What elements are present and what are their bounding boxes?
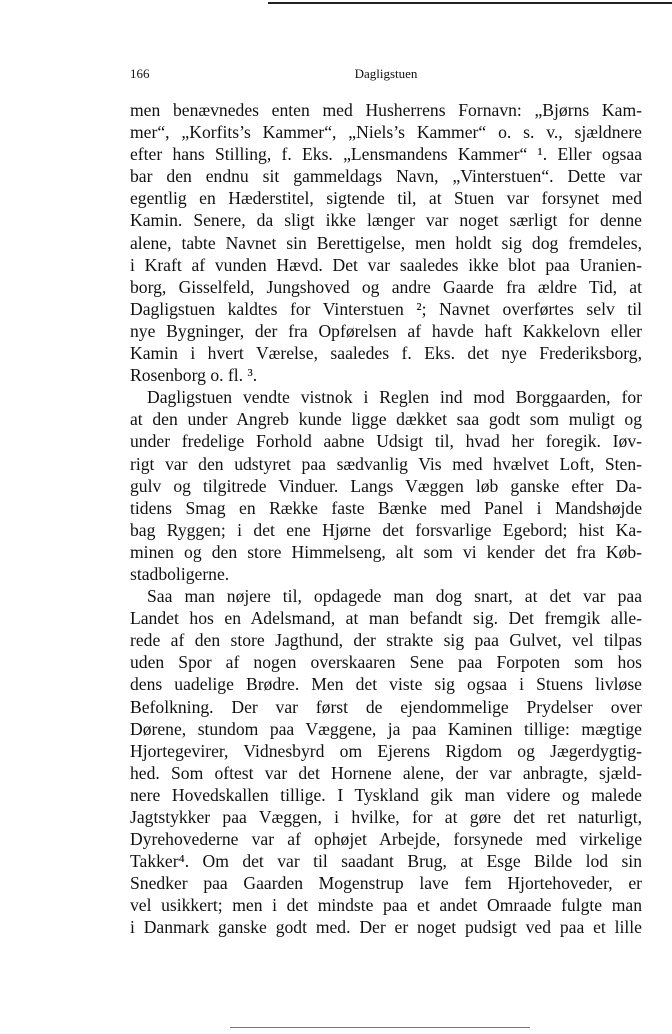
page-number: 166 xyxy=(130,66,150,81)
running-head: Dagligstuen xyxy=(354,66,418,81)
text-line: borg, Gisselfeld, Jungshoved og andre Gaarde fra ældre Tid, at xyxy=(130,276,642,297)
text-line: minen og den store Himmelseng, alt som vi kender det fra Køb- xyxy=(130,541,642,562)
text-line: Dagligstuen kaldtes for Vinterstuen ²; Navnet overførtes selv til xyxy=(130,298,642,319)
text-line: nye Bygninger, der fra Opførelsen af havde haft Kakkelovn eller xyxy=(130,320,642,341)
text-line: vel usikkert; men i det mindste paa et andet Omraade fulgte man xyxy=(130,895,642,916)
text-line: dens uadelige Brødre. Men det viste sig ogsaa i Stuens livløse xyxy=(130,674,642,695)
text-line: at den under Angreb kunde ligge dækket saa godt som muligt og xyxy=(130,409,642,430)
text-line: uden Spor af nogen overskaaren Sene paa Forpoten som hos xyxy=(130,652,642,673)
text-line: Rosenborg o. fl. ³. xyxy=(130,365,258,386)
text-line: Landet hos en Adelsmand, at man befandt sig. Det fremgik alle- xyxy=(130,608,642,629)
top-rule xyxy=(268,2,672,4)
text-line: efter hans Stilling, f. Eks. „Lensmandens Kammer“ ¹. Eller ogsaa xyxy=(130,144,642,165)
text-line: Kamin. Senere, da sligt ikke længer var noget særligt for denne xyxy=(130,210,642,231)
text-line: mer“, „Korfits’s Kammer“, „Niels’s Kammer“ o. s. v., sjældnere xyxy=(130,122,642,143)
text-line: Hjortegevirer, Vidnesbyrd om Ejerens Rigdom og Jægerdygtig- xyxy=(130,740,642,761)
text-line: Snedker paa Gaarden Mogenstrup lave fem Hjortehoveder, er xyxy=(130,873,642,894)
text-line: rigt var den udstyret paa sædvanlig Vis med hvælvet Loft, Sten- xyxy=(130,453,642,474)
text-line: rede af den store Jagthund, der strakte sig paa Gulvet, vel tilpas xyxy=(130,630,642,651)
text-line: men benævnedes enten med Husherrens Fornavn: „Bjørns Kam- xyxy=(130,100,642,120)
paragraph-start-line: Dagligstuen vendte vistnok i Reglen ind mod Borggaarden, for xyxy=(147,387,642,408)
bottom-rule xyxy=(230,1027,530,1028)
text-line: gulv og tilgitrede Vinduer. Langs Væggen løb ganske efter Da- xyxy=(130,475,642,496)
text-line: i Kraft af vunden Hævd. Det var saaledes ikke blot paa Uranien- xyxy=(130,254,642,275)
text-line: Kamin i hvert Værelse, saaledes f. Eks. det nye Frederiksborg, xyxy=(130,343,642,364)
text-line: i Danmark ganske godt med. Der er noget pudsigt ved paa et lille xyxy=(130,917,642,938)
page-header xyxy=(130,66,642,86)
text-line: tidens Smag en Række faste Bænke med Panel i Mandshøjde xyxy=(130,497,642,518)
text-line: under fredelige Forhold aabne Udsigt til, hvad her foregik. Iøv- xyxy=(130,431,642,452)
text-line: hed. Som oftest var det Hornene alene, der var anbragte, sjæld- xyxy=(130,762,642,783)
text-line: stadboligerne. xyxy=(130,563,230,584)
text-line: bag Ryggen; i det ene Hjørne det forsvarlige Egebord; hist Ka- xyxy=(130,519,642,540)
text-line: Jagtstykker paa Væggen, i hvilke, for at gøre det ret naturligt, xyxy=(130,807,642,827)
text-line: nere Hovedskallen tillige. I Tyskland gik man videre og malede xyxy=(130,784,642,805)
text-line: Takker⁴. Om det var til saadant Brug, at Esge Bilde lod sin xyxy=(130,851,642,872)
paragraph-start-line: Saa man nøjere til, opdagede man dog snart, at det var paa xyxy=(147,586,642,607)
text-line: Befolkning. Der var først de ejendommelige Prydelser over xyxy=(130,696,642,717)
text-line: egentlig en Hæderstitel, sigtende til, at Stuen var forsynet med xyxy=(130,188,642,209)
page-body xyxy=(130,99,642,939)
text-line: bar den endnu sit gammeldags Navn, „Vinterstuen“. Dette var xyxy=(130,166,642,187)
text-line: Dyrehovederne var af ophøjet Arbejde, forsynede med virkelige xyxy=(130,829,642,850)
text-line: Dørene, stundom paa Væggene, ja paa Kaminen tillige: mægtige xyxy=(130,718,642,739)
text-line: alene, tabte Navnet sin Berettigelse, men holdt sig dog fremdeles, xyxy=(130,232,642,253)
